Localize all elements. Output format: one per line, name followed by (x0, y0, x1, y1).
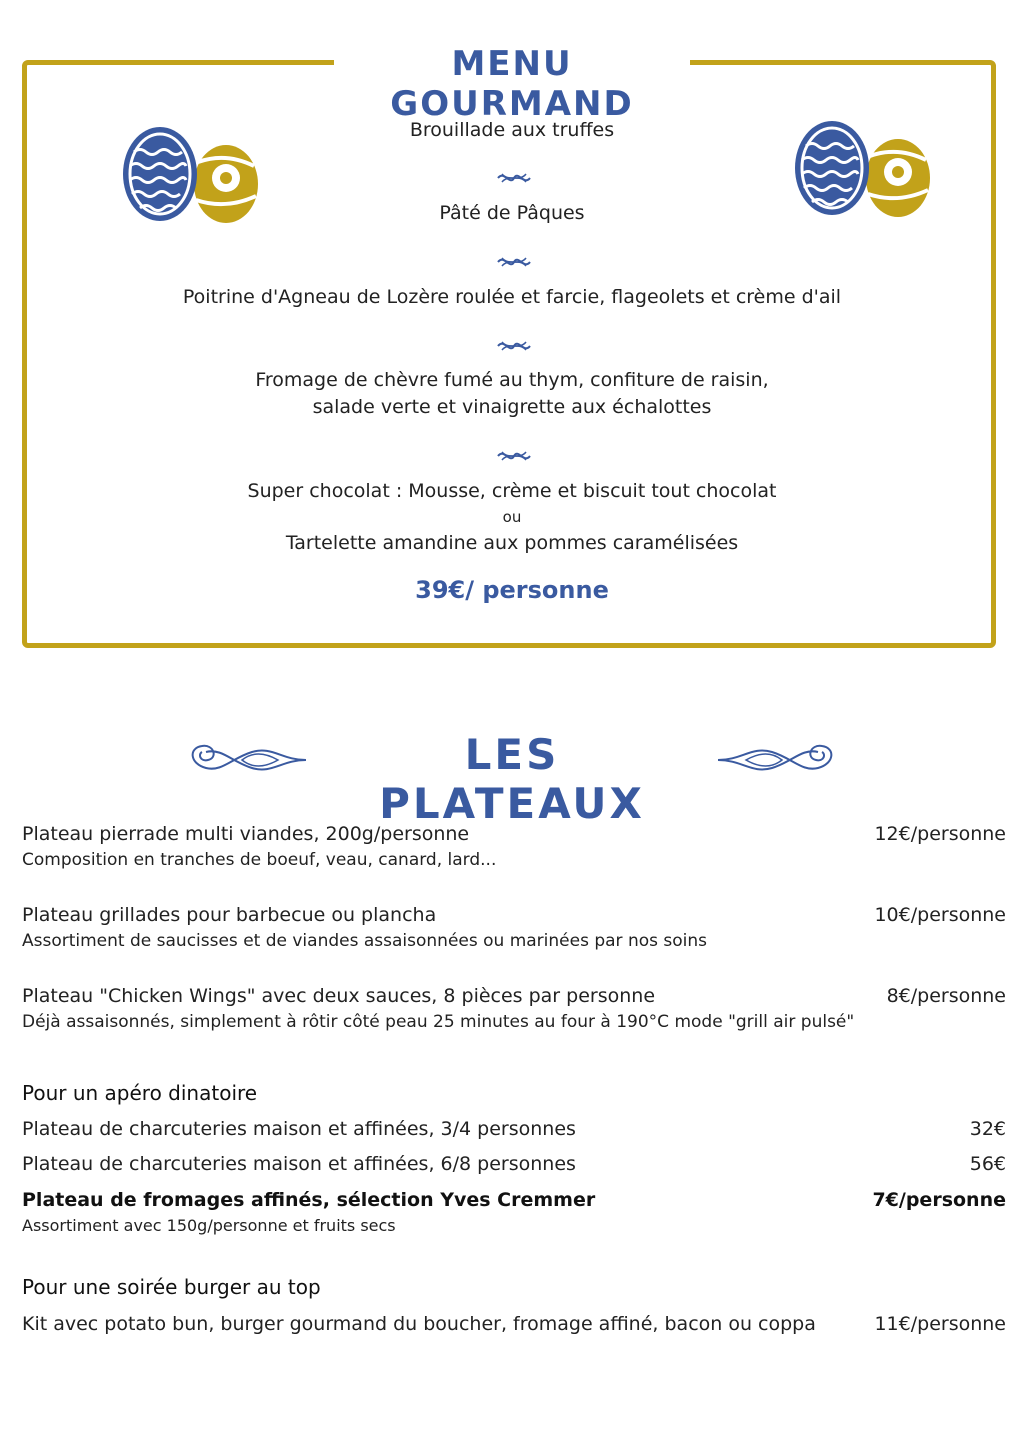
list-item (22, 983, 1006, 1009)
course-dessert-2: Tartelette amandine aux pommes caramélisées (285, 532, 739, 554)
menu-price: 39€/ personne (415, 576, 609, 604)
swirl-separator-icon (496, 252, 532, 272)
item-price: 7€/personne (872, 1189, 1006, 1211)
swirl-separator-icon (496, 336, 532, 356)
item-price: 56€ (969, 1153, 1006, 1175)
burger-heading: Pour une soirée burger au top (22, 1275, 321, 1299)
list-item (22, 1311, 1006, 1337)
item-description: Assortiment de saucisses et de viandes assaisonnées ou marinées par nos soins (22, 931, 707, 951)
item-description: Déjà assaisonnés, simplement à rôtir côté peau 25 minutes au four à 190°C mode "grill air pulsé" (22, 1012, 855, 1032)
item-label: Plateau de charcuteries maison et affinées, 3/4 personnes (22, 1118, 576, 1140)
item-price: 12€/personne (874, 823, 1006, 845)
apero-heading: Pour un apéro dinatoire (22, 1081, 258, 1105)
course-pate: Pâté de Pâques (439, 202, 585, 224)
list-item (22, 1151, 1006, 1177)
course-starter: Brouillade aux truffes (409, 119, 615, 141)
menu-gourmand-title: MENU GOURMAND (390, 44, 634, 124)
item-price: 32€ (969, 1118, 1006, 1140)
course-main: Poitrine d'Agneau de Lozère roulée et farcie, flageolets et crème d'ail (182, 286, 842, 308)
item-label: Plateau grillades pour barbecue ou plancha (22, 904, 437, 926)
item-price: 11€/personne (874, 1313, 1006, 1335)
list-item (22, 1116, 1006, 1142)
item-description: Composition en tranches de boeuf, veau, canard, lard... (22, 850, 497, 870)
course-cheese-line2: salade verte et vinaigrette aux échalottes (312, 396, 712, 418)
course-dessert-or: ou (502, 508, 522, 526)
list-item (22, 902, 1006, 928)
item-label: Plateau "Chicken Wings" avec deux sauces, 8 pièces par personne (22, 985, 656, 1007)
list-item (22, 821, 1006, 847)
plateaux-title: LES PLATEAUX (379, 730, 645, 828)
course-cheese-line1: Fromage de chèvre fumé au thym, confiture de raisin, (255, 369, 769, 391)
flourish-icon (714, 738, 842, 782)
course-dessert-1: Super chocolat : Mousse, crème et biscuit tout chocolat (247, 480, 777, 502)
item-price: 10€/personne (874, 904, 1006, 926)
list-item (22, 1187, 1006, 1213)
flourish-icon (182, 738, 310, 782)
item-price: 8€/personne (886, 985, 1006, 1007)
item-label: Plateau pierrade multi viandes, 200g/personne (22, 823, 470, 845)
swirl-separator-icon (496, 168, 532, 188)
item-label: Kit avec potato bun, burger gourmand du boucher, fromage affiné, bacon ou coppa (22, 1313, 816, 1335)
swirl-separator-icon (496, 446, 532, 466)
item-label: Plateau de charcuteries maison et affinées, 6/8 personnes (22, 1153, 576, 1175)
item-label: Plateau de fromages affinés, sélection Yves Cremmer (22, 1189, 596, 1211)
item-description: Assortiment avec 150g/personne et fruits secs (22, 1216, 396, 1235)
